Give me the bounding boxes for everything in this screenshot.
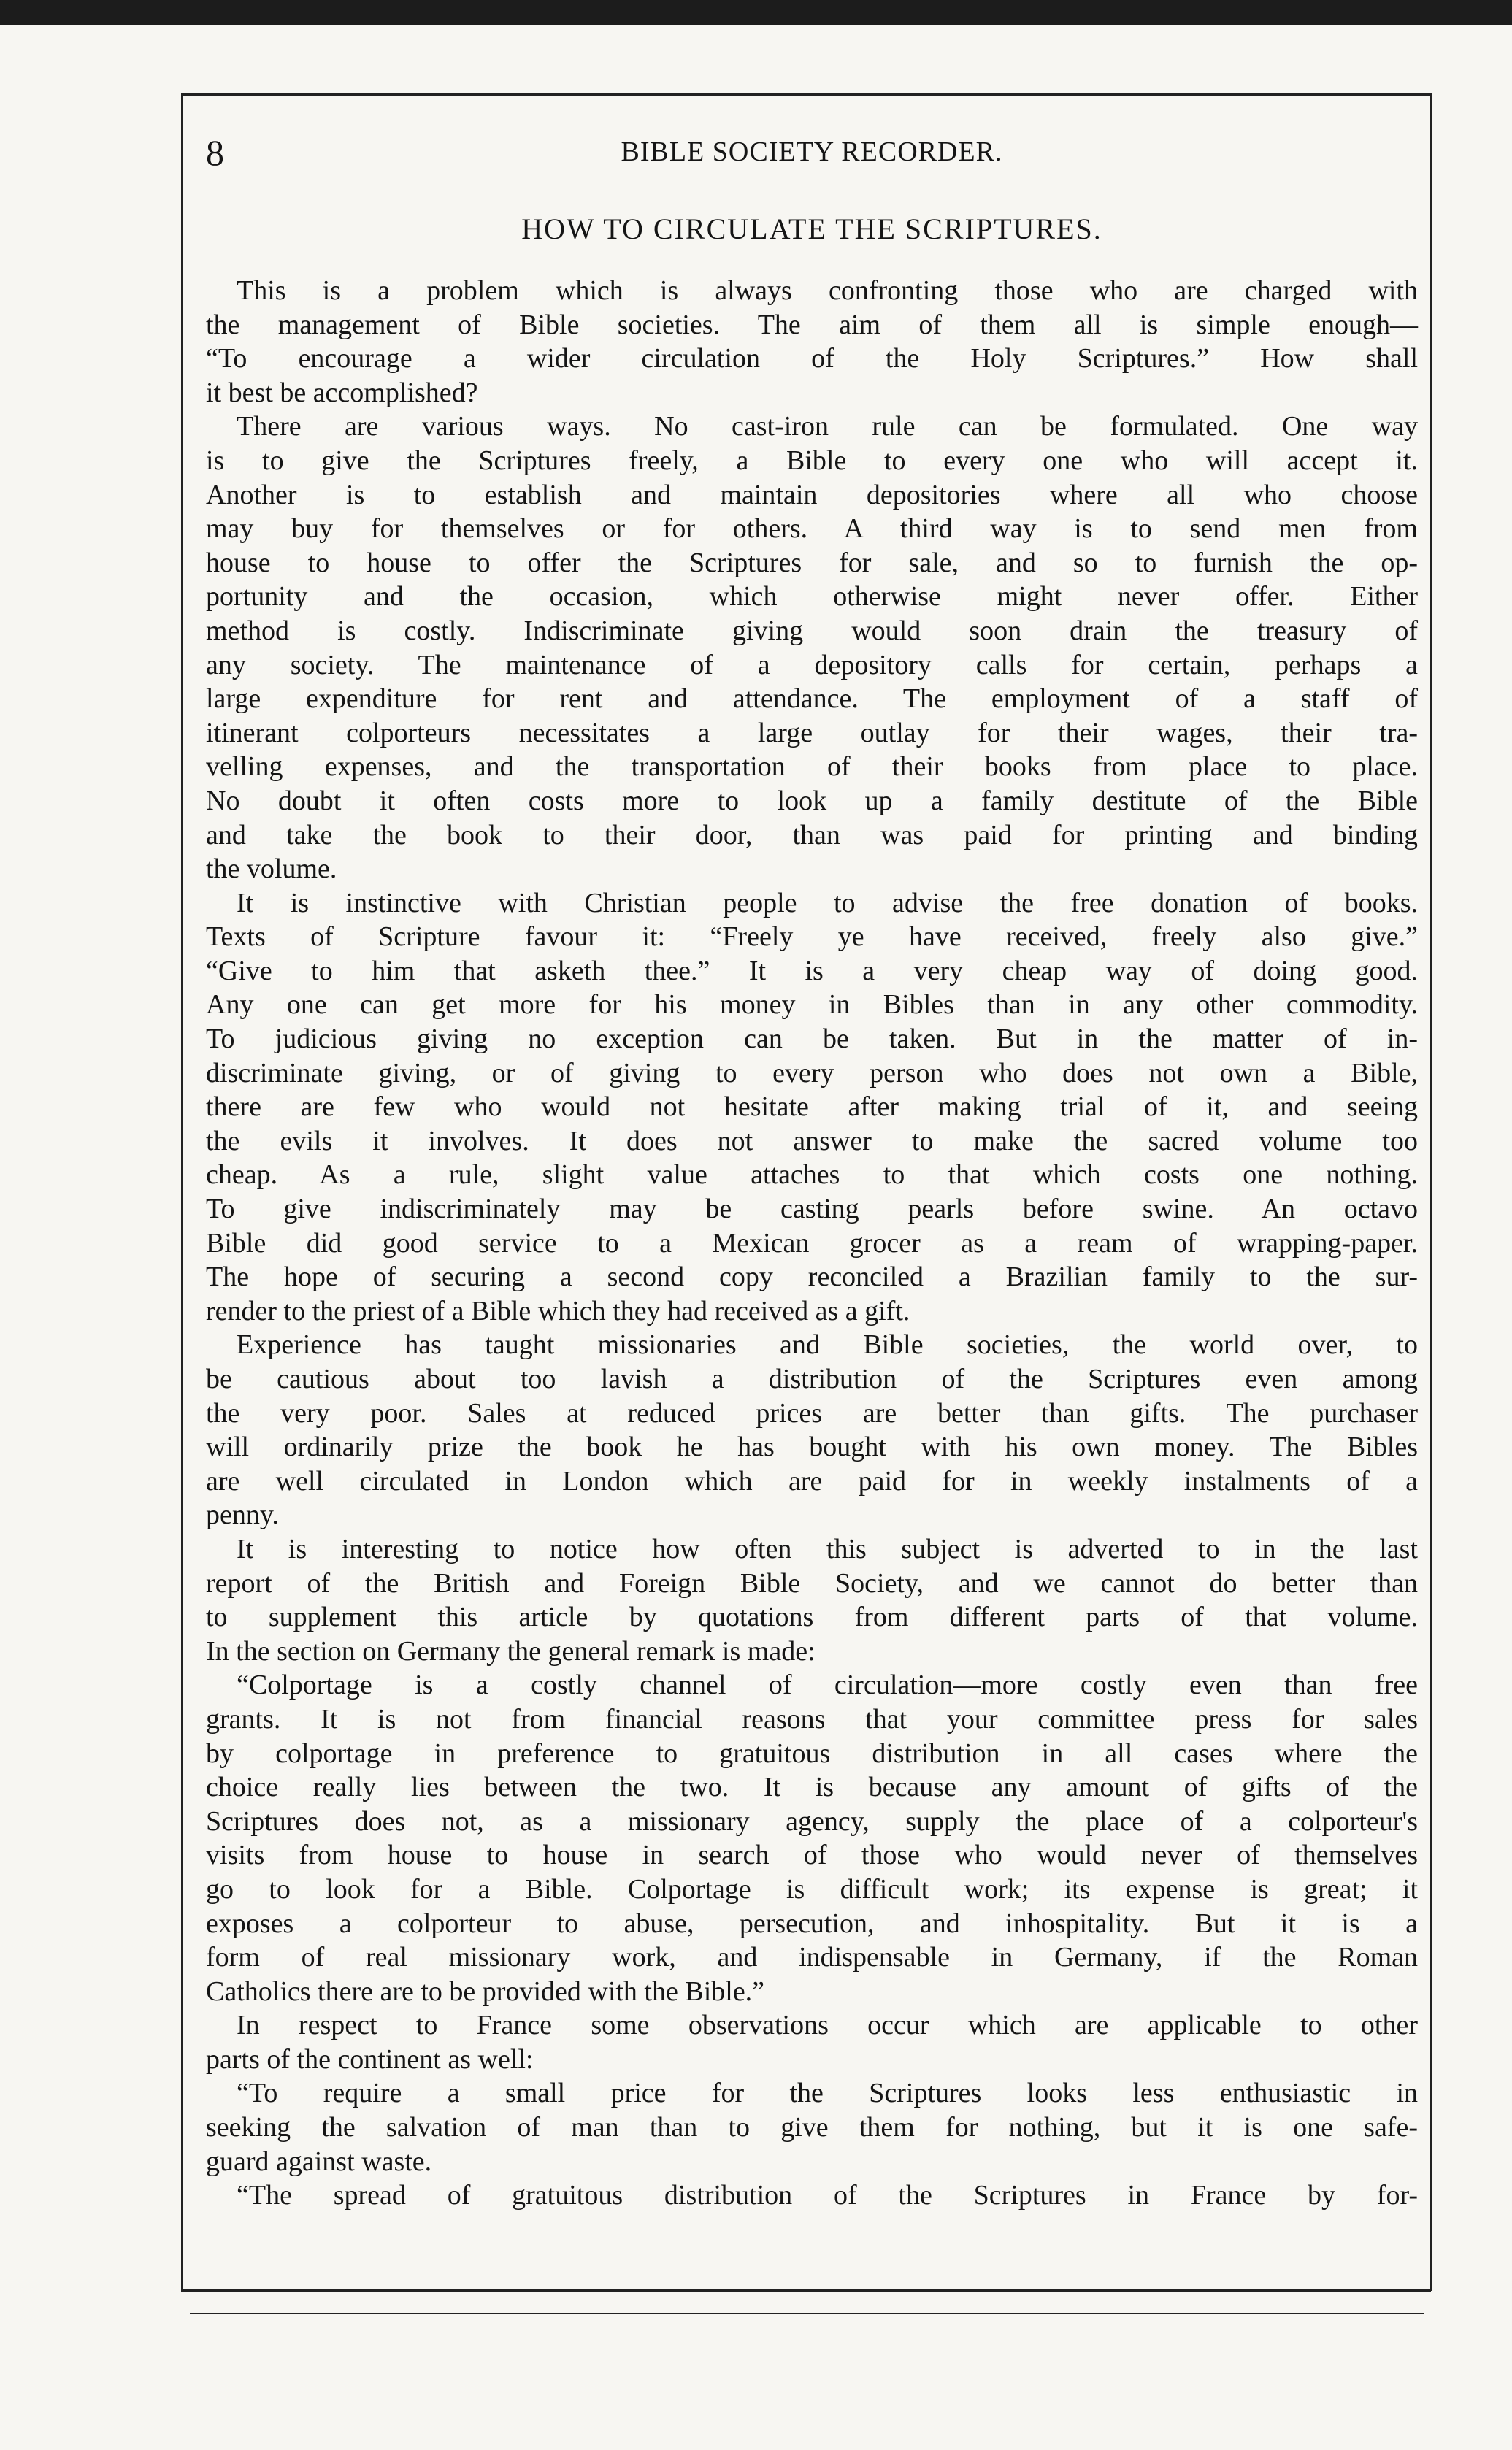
text-line: house to house to offer the Scriptures for sale, and so to furnish the op-: [206, 547, 1418, 578]
text-line: parts of the continent as well:: [206, 2043, 534, 2075]
text-line: velling expenses, and the transportation of their books from place to place.: [206, 751, 1418, 783]
text-line: will ordinarily prize the book he has bought with his own money. The Bibles: [206, 1432, 1418, 1463]
frame-right-rule: [1430, 93, 1432, 2291]
text-line: to supplement this article by quotations from different parts of that volume.: [206, 1602, 1418, 1633]
page-header: [206, 131, 1418, 183]
article-body: [206, 274, 1418, 2213]
outer-bottom-rule: [190, 2313, 1424, 2314]
text-line: render to the priest of a Bible which they had received as a gift.: [206, 1295, 910, 1326]
text-line: be cautious about too lavish a distribution of the Scriptures even among: [206, 1364, 1418, 1394]
text-line: Experience has taught missionaries and Bible societies, the world over, to: [237, 1329, 1418, 1361]
text-line: guard against waste.: [206, 2146, 432, 2177]
text-line: any society. The maintenance of a depository calls for certain, perhaps a: [206, 649, 1418, 680]
text-line: it best be accomplished?: [206, 377, 478, 408]
frame-top-rule: [181, 93, 1431, 96]
text-line: “To encourage a wider circulation of the Holy Scriptures.” How shall: [206, 343, 1418, 375]
text-line: penny.: [206, 1499, 279, 1531]
frame-left-rule: [181, 93, 183, 2291]
text-line: the volume.: [206, 853, 337, 885]
text-line: Catholics there are to be provided with the Bible.”: [206, 1975, 765, 2007]
page-number: 8: [206, 132, 224, 173]
text-line: the evils it involves. It does not answer to make the sacred volume too: [206, 1125, 1418, 1156]
text-line: the management of Bible societies. The aim of them all is simple enough—: [206, 309, 1418, 340]
text-line: by colportage in preference to gratuitous distribution in all cases where the: [206, 1737, 1418, 1769]
text-line: choice really lies between the two. It is because any amount of gifts of the: [206, 1772, 1418, 1803]
text-line: cheap. As a rule, slight value attaches to that which costs one nothing.: [206, 1159, 1418, 1191]
text-line: It is interesting to notice how often this subject is adverted to in the last: [237, 1533, 1418, 1564]
text-line: form of real missionary work, and indispensable in Germany, if the Roman: [206, 1942, 1418, 1973]
text-line: “Give to him that asketh thee.” It is a very cheap way of doing good.: [206, 955, 1418, 986]
text-line: “To require a small price for the Scriptures looks less enthusiastic in: [237, 2078, 1418, 2109]
text-line: grants. It is not from financial reasons that your committee press for sales: [206, 1703, 1418, 1735]
text-line: “The spread of gratuitous distribution of the Scriptures in France by for-: [237, 2180, 1418, 2211]
text-line: report of the British and Foreign Bible Society, and we cannot do better than: [206, 1567, 1418, 1599]
text-line: go to look for a Bible. Colportage is difficult work; its expense is great; it: [206, 1873, 1418, 1905]
text-line: There are various ways. No cast-iron rule can be formulated. One way: [237, 411, 1418, 442]
text-line: may buy for themselves or for others. A third way is to send men from: [206, 513, 1418, 545]
text-line: To judicious giving no exception can be taken. But in the matter of in-: [206, 1024, 1418, 1055]
text-line: there are few who would not hesitate after making trial of it, and seeing: [206, 1091, 1418, 1123]
text-line: and take the book to their door, than was paid for printing and binding: [206, 819, 1418, 850]
frame-bottom-rule: [181, 2289, 1431, 2292]
text-line: To give indiscriminately may be casting pearls before swine. An octavo: [206, 1194, 1418, 1225]
text-line: is to give the Scriptures freely, a Bible to every one who will accept it.: [206, 445, 1418, 476]
text-line: discriminate giving, or of giving to every person who does not own a Bible,: [206, 1057, 1418, 1088]
text-line: Another is to establish and maintain depositories where all who choose: [206, 479, 1418, 510]
text-line: method is costly. Indiscriminate giving would soon drain the treasury of: [206, 615, 1418, 646]
text-line: In the section on Germany the general remark is made:: [206, 1635, 816, 1667]
text-line: large expenditure for rent and attendance. The employment of a staff of: [206, 683, 1418, 715]
article-title: HOW TO CIRCULATE THE SCRIPTURES.: [521, 212, 1102, 245]
text-line: Scriptures does not, as a missionary agency, supply the place of a colporteur's: [206, 1805, 1418, 1837]
text-line: This is a problem which is always confronting those who are charged with: [237, 275, 1418, 306]
text-line: Bible did good service to a Mexican grocer as a ream of wrapping-paper.: [206, 1227, 1418, 1259]
text-line: Any one can get more for his money in Bibles than in any other commodity.: [206, 989, 1418, 1021]
text-line: are well circulated in London which are paid for in weekly instalments of a: [206, 1465, 1418, 1497]
text-line: exposes a colporteur to abuse, persecution, and inhospitality. But it is a: [206, 1908, 1418, 1939]
text-line: portunity and the occasion, which otherwise might never offer. Either: [206, 581, 1418, 612]
text-line: Texts of Scripture favour it: “Freely ye have received, freely also give.”: [206, 921, 1418, 953]
text-line: the very poor. Sales at reduced prices are better than gifts. The purchaser: [206, 1397, 1418, 1429]
text-line: “Colportage is a costly channel of circulation—more costly even than free: [237, 1670, 1418, 1701]
text-line: visits from house to house in search of those who would never of themselves: [206, 1840, 1418, 1871]
top-border-band: [0, 0, 1512, 25]
text-line: The hope of securing a second copy reconciled a Brazilian family to the sur-: [206, 1262, 1418, 1293]
text-line: In respect to France some observations occur which are applicable to other: [237, 2010, 1418, 2041]
text-line: It is instinctive with Christian people to advise the free donation of books.: [237, 887, 1418, 918]
text-line: No doubt it often costs more to look up a family destitute of the Bible: [206, 785, 1418, 816]
running-head: BIBLE SOCIETY RECORDER.: [621, 137, 1003, 167]
text-line: itinerant colporteurs necessitates a large outlay for their wages, their tra-: [206, 717, 1418, 748]
text-line: seeking the salvation of man than to give them for nothing, but it is one safe-: [206, 2112, 1418, 2143]
